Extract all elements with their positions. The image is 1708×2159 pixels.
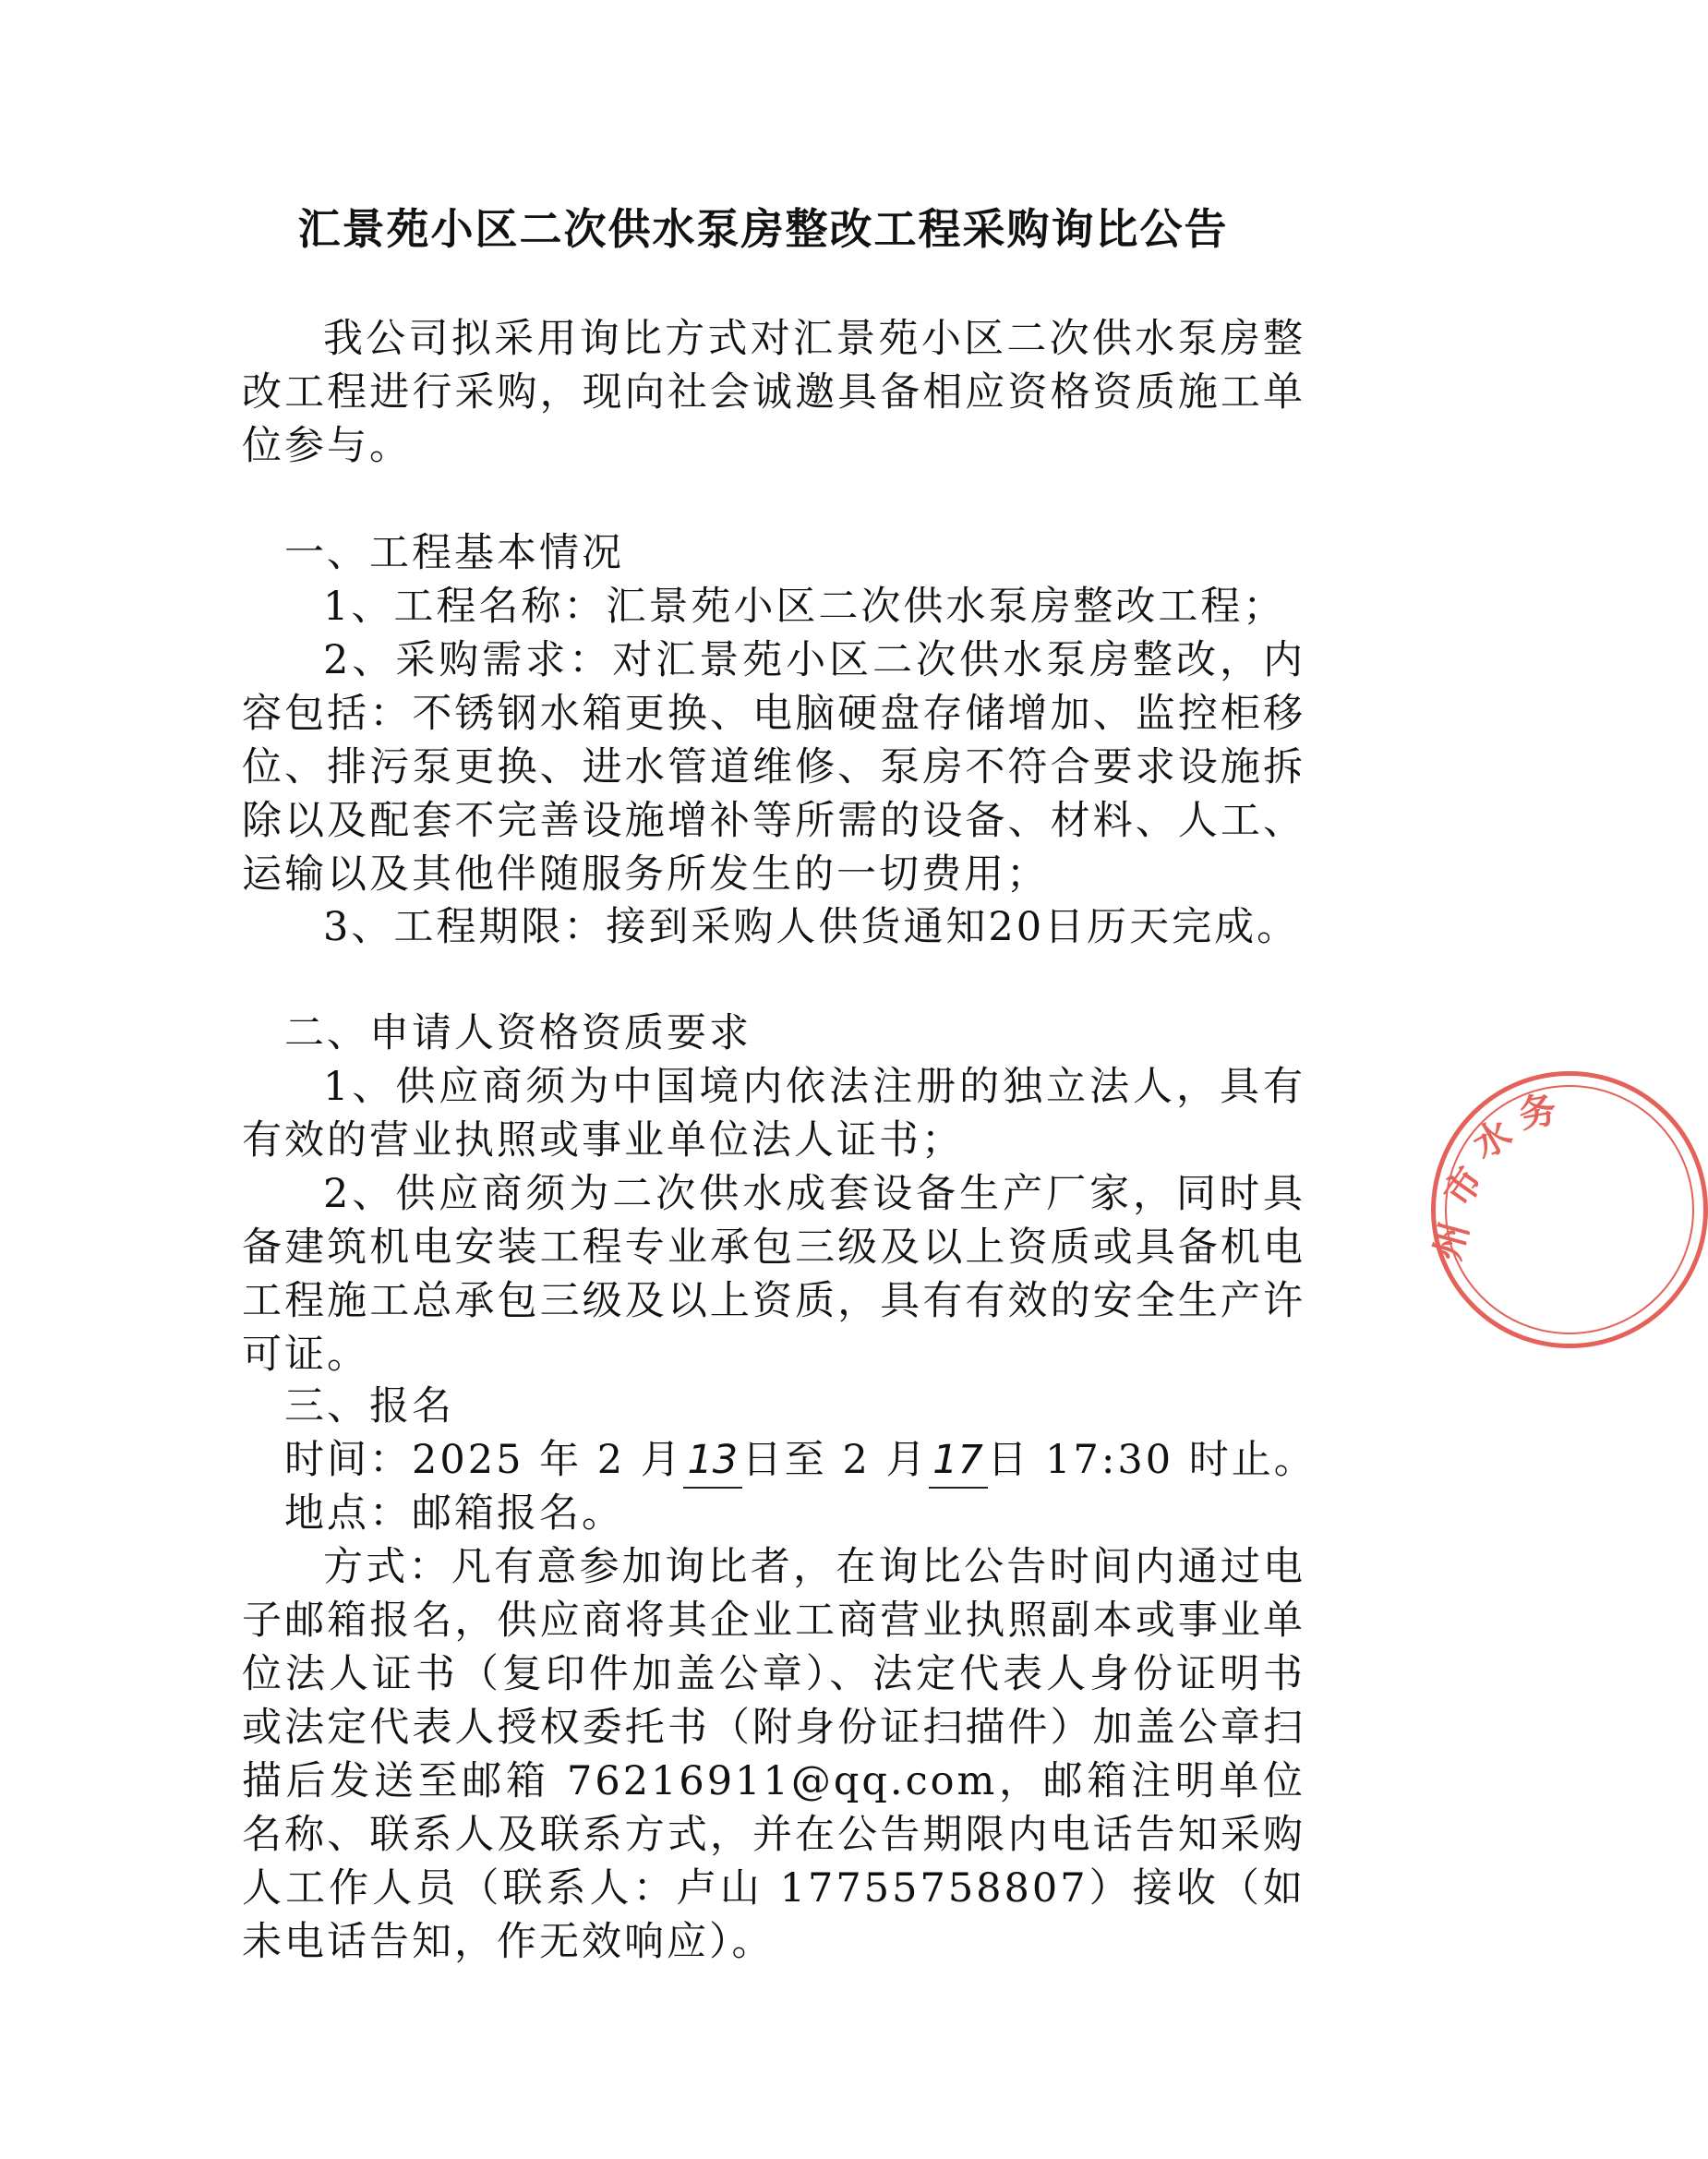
intro-paragraph: 我公司拟采用询比方式对汇景苑小区二次供水泵房整改工程进行采购，现向社会诚邀具备相应资格资质施工单位参与。 xyxy=(242,316,1305,469)
section2-heading: 二、申请人资格资质要求 xyxy=(284,1010,752,1056)
signup-location: 地点：邮箱报名。 xyxy=(284,1490,624,1537)
signup-method: 方式：凡有意参加询比者，在询比公告时间内通过电子邮箱报名，供应商将其企业工商营业执照副本或事业单位法人证书（复印件加盖公章）、法定代表人身份证明书或法定代表人授权委托书（附身份证扫描件）加盖公章扫描后发送至邮箱 76216911@qq.com，邮箱注明单位名称、联系人及联系方式，并在公告期限内电话告知采购人工作人员（联系人：卢山 17755758807）接收（如未电话告知，作无效响应）。 xyxy=(242,1544,1305,1965)
signup-time xyxy=(284,1433,1317,1489)
section1-item1: 1、工程名称：汇景苑小区二次供水泵房整改工程； xyxy=(323,584,1286,630)
section1-heading: 一、工程基本情况 xyxy=(284,530,624,576)
signup-time-mid: 日至 2 月 xyxy=(741,1437,929,1483)
signup-end-day: 17 xyxy=(929,1433,988,1489)
section3-heading: 三、报名 xyxy=(284,1383,454,1429)
section2-item2: 2、供应商须为二次供水成套设备生产厂家，同时具备建筑机电安装工程专业承包三级及以上资质或具备机电工程施工总承包三级及以上资质，具有有效的安全生产许可证。 xyxy=(242,1171,1305,1378)
section1-item3: 3、工程期限：接到采购人供货通知20日历天完成。 xyxy=(323,904,1300,950)
official-seal: 州 市 水 务 xyxy=(1431,1071,1708,1348)
signup-time-prefix: 时间：2025 年 2 月 xyxy=(284,1437,683,1483)
signup-time-suffix: 日 17:30 时止。 xyxy=(987,1437,1317,1483)
section2-item1: 1、供应商须为中国境内依法注册的独立法人，具有有效的营业执照或事业单位法人证书； xyxy=(242,1064,1305,1164)
document-title: 汇景苑小区二次供水泵房整改工程采购询比公告 xyxy=(297,204,1229,254)
section1-item2: 2、采购需求：对汇景苑小区二次供水泵房整改，内容包括：不锈钢水箱更换、电脑硬盘存储增加、监控柜移位、排污泵更换、进水管道维修、泵房不符合要求设施拆除以及配套不完善设施增补等所需的设备、材料、人工、运输以及其他伴随服务所发生的一切费用； xyxy=(242,637,1305,898)
signup-start-day: 13 xyxy=(683,1433,742,1489)
